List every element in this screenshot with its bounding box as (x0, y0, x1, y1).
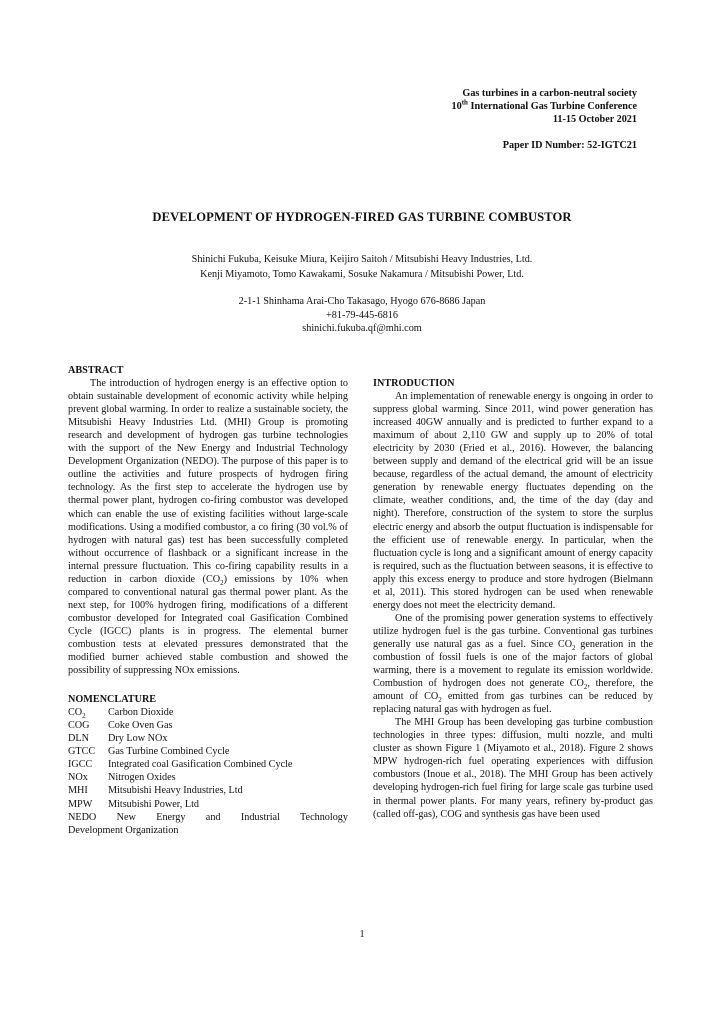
abstract-paragraph: The introduction of hydrogen energy is an effective option to obtain sustainable development of economic activity while helping prevent global warming. In order to realize a sustainable society, the Mitsubishi Heavy Industries Ltd. (MHI) Group is promoting research and development of hydrogen gas turbine technologies with the support of the New Energy and Industrial Technology Development Organization (NEDO). The purpose of this paper is to outline the activities and future prospects of hydrogen firing technology. As the first step to accelerate the hydrogen use by thermal power plant, hydrogen co-firing combustor was developed which can enable the use of existing facilities without large-scale modifications. Using a modified combustor, a co firing (30 vol.% of hydrogen with natural gas) test has been successfully completed without occurrence of flashback or a significant increase in the internal pressure fluctuation. This co-firing capability results in a reduction in carbon dioxide $(CO_2)$ emissions by 10% when compared to conventional natural gas thermal power plant. As the next step, for 100% hydrogen firing, modifications of a different combustor developed for Integrated coal Gasification Combined Cycle (IGCC) plants is in progress. The elemental burner combustion tests at elevated pressures demonstrated that the modified burner achieved stable combustion and showed the possibility of suppressing NOx emissions. (68, 378, 349, 677)
phone-number: +81-79-445-6816 (326, 309, 398, 321)
nomenclature-row: MPW Mitsubishi Power, Ltd (68, 798, 200, 810)
intro-paragraph-3: The MHI Group has been developing gas turbine combustion technologies in three types: diffusion, multi nozzle, and multi cluster as shown Figure 1 (Miyamoto et al., 2018). Figure 2 shows MPW hydrogen-rich fuel operating experiences with diffusion combustors (Inoue et al., 2018). The MHI Group has been actively developing hydrogen-rich fuel firing for large scale gas turbine used in thermal power plants. For many years, refinery by-product gas (called off-gas), COG and synthesis gas have been used (373, 717, 653, 820)
nomenclature-row: NOx Nitrogen Oxides (68, 772, 176, 784)
nomenclature-nedo-line-1: NEDO New Energy and Industrial Technology (68, 811, 348, 823)
intro-paragraph-1: An implementation of renewable energy is ongoing in order to suppress global warming. Since 2011, wind power generation has increased 40GW annually and is predicted to further expand to a maximum of about 2,110 GW and supply up to 20% of total electricity by 2030 (Fried et al., 2016). However, the balancing between supply and demand of the electrical grid will be an issue because, regardless of the actual demand, the amount of electricity generation by renewable energy fluctuates depending on the climate, weather conditions, and, the time of the day (day and night). Therefore, construction of the system to store the surplus electric energy and absorb the output fluctuation is indispensable for the efficient use of renewable energy. In particular, when the fluctuation cycle is long and a significant amount of energy capacity is required, such as the fluctuation between seasons, it is effective to apply this excess energy to produce and store hydrogen (Bielmann et al, 2011). This stored hydrogen can be used when renewable energy does not meet the electricity demand. (373, 391, 653, 611)
nomenclature-row: COG Coke Oven Gas (68, 720, 173, 732)
introduction-heading: INTRODUCTION (373, 378, 455, 389)
nomenclature-row: GTCC Gas Turbine Combined Cycle (68, 746, 230, 758)
paper-id: Paper ID Number: 52-IGTC21 (502, 140, 637, 151)
conference-name: 10th International Gas Turbine Conference (451, 98, 637, 112)
author-line-1: Shinichi Fukuba, Keisuke Miura, Keijiro Saitoh / Mitsubishi Heavy Industries, Ltd. (191, 254, 533, 265)
email-address: shinichi.fukuba.qf@mhi.com (302, 323, 422, 334)
page-number: 1 (359, 929, 365, 940)
nomenclature-row: DLN Dry Low NOx (68, 733, 168, 745)
contact-info (0, 295, 724, 336)
nomenclature-row: MHI Mitsubishi Heavy Industries, Ltd (68, 785, 243, 797)
nomenclature-row: IGCC Integrated coal Gasification Combined Cycle (68, 759, 293, 771)
left-column (68, 364, 348, 837)
nomenclature-row: $CO_2$ Carbon Dioxide (68, 707, 174, 721)
conference-theme: Gas turbines in a carbon-neutral society (462, 88, 637, 99)
abstract-heading: ABSTRACT (68, 365, 124, 376)
author-list (0, 252, 724, 282)
paper-title: DEVELOPMENT OF HYDROGEN-FIRED GAS TURBINE COMBUSTOR (152, 210, 572, 224)
conference-dates: 11-15 October 2021 (552, 114, 637, 125)
nomenclature-heading: NOMENCLATURE (68, 694, 157, 706)
postal-address: 2-1-1 Shinhama Arai-Cho Takasago, Hyogo 676-8686 Japan (238, 296, 486, 307)
author-line-2: Kenji Miyamoto, Tomo Kawakami, Sosuke Nakamura / Mitsubishi Power, Ltd. (200, 269, 524, 280)
conference-header (452, 87, 637, 126)
right-column (373, 377, 653, 821)
intro-paragraph-2: One of the promising power generation systems to effectively utilize hydrogen fuel is the gas turbine. Conventional gas turbines generally use natural gas as a fuel. Since $CO_2$ generation in the combustion of fossil fuels is one of the major factors of global warming, there is a movement to regulate its emission worldwide. Combustion of hydrogen does not generate $CO_2$, therefore, the amount of $CO_2$ emitted from gas turbines can be reduced by replacing natural gas with hydrogen as fuel. (373, 612, 654, 716)
nomenclature-nedo-line-2: Development Organization (68, 824, 179, 836)
